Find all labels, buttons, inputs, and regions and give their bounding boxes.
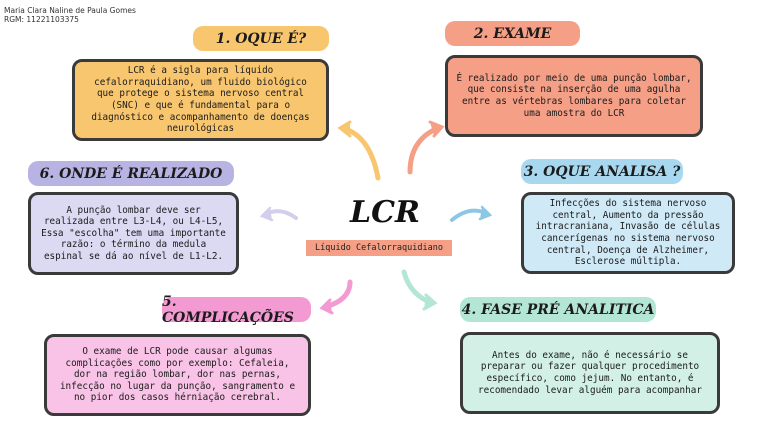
center-title: LCR: [350, 195, 420, 230]
arrow-to-section-1: [340, 122, 378, 178]
arrow-to-section-2: [410, 122, 442, 172]
arrow-to-section-3: [452, 207, 490, 220]
section-5-title: 5. COMPLICAÇÕES: [162, 297, 311, 322]
arrow-to-section-6: [262, 208, 296, 220]
section-4-text: Antes do exame, não é necessário se preparar ou fazer qualquer procedimento específico, como jejum. No entanto, é recomendado levar alguém para acompanhar: [478, 349, 702, 396]
section-1-title: 1. OQUE É?: [193, 26, 329, 51]
section-2-title: 2. EXAME: [445, 21, 580, 46]
section-6-title: 6. ONDE É REALIZADO: [28, 161, 234, 186]
section-4-title: 4. FASE PRÉ ANALITICA: [460, 297, 656, 322]
arrow-to-section-4: [404, 272, 435, 309]
author-name: Maria Clara Naline de Paula Gomes: [4, 6, 136, 15]
section-2-text: É realizado por meio de uma punção lombar, que consiste na inserção de uma agulha entre as vértebras lombares para coletar uma amostra do LCR: [456, 72, 692, 119]
author-rgm: RGM: 11221103375: [4, 15, 79, 24]
arrow-to-section-5: [322, 282, 350, 313]
section-1-text: LCR é a sigla para líquido cefalorraquidiano, um fluido biológico que protege o sistema nervoso central (SNC) e que é fundamental para o diagnóstico e acompanhamento de doenças neurológicas: [91, 65, 310, 135]
center-subtitle: Líquido Cefalorraquidiano: [306, 240, 452, 256]
section-6-text: A punção lombar deve ser realizada entre L3-L4, ou L4-L5, Essa "escolha" tem uma importante razão: o término da medula espinal se dá ao nível de L1-L2.: [41, 204, 226, 262]
section-3-text: Infecções do sistema nervoso central, Aumento da pressão intracraniana, Invasão de células cancerígenas no sistema nervoso central, Doença de Alzheimer, Esclerose múltipla.: [535, 198, 721, 268]
section-5-text: O exame de LCR pode causar algumas complicações como por exemplo: Cefaleia, dor na região lombar, dor nas pernas, infecção no lugar da punção, sangramento e no pior dos casos hérniação cerebral.: [59, 346, 296, 404]
section-3-title: 3. OQUE ANALISA ?: [521, 159, 683, 184]
